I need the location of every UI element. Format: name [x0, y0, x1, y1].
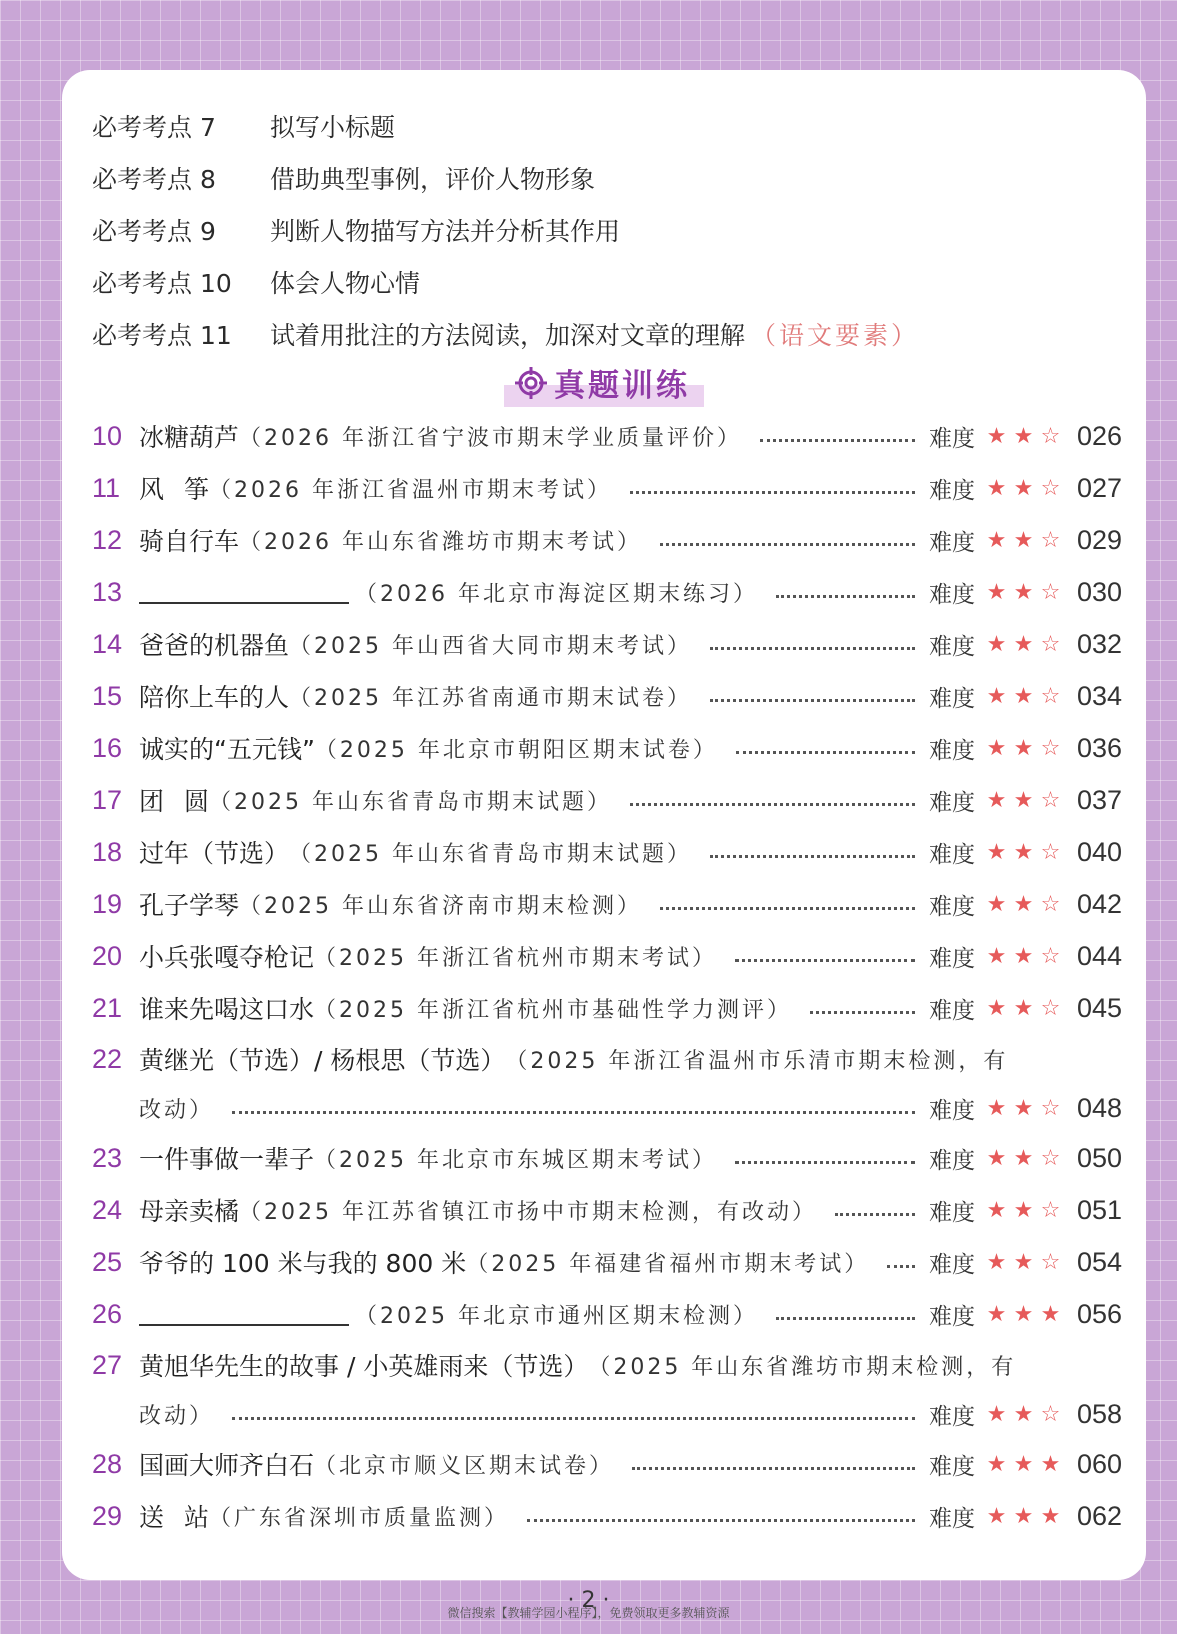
exercise-title: 团圆 — [139, 787, 230, 816]
star-outline-icon: ☆ — [1040, 943, 1061, 969]
exercise-title: 国画大师齐白石 — [139, 1451, 315, 1480]
leader-dots — [735, 959, 915, 962]
exercise-number: 20 — [92, 940, 123, 971]
star-outline-icon: ☆ — [1040, 891, 1061, 917]
leader-dots — [736, 751, 915, 754]
difficulty — [929, 576, 1064, 609]
leader-dots — [660, 907, 915, 910]
section-heading — [62, 358, 1146, 407]
star-filled-icon: ★ — [986, 787, 1007, 813]
exercise-source: （北京市顺义区期末试卷） — [314, 1453, 615, 1479]
difficulty-stars — [983, 944, 1064, 969]
difficulty-stars — [983, 788, 1064, 813]
difficulty-stars — [983, 840, 1064, 865]
difficulty-stars — [983, 892, 1064, 917]
difficulty-label: 难度 — [929, 1403, 975, 1430]
difficulty-label: 难度 — [929, 1097, 975, 1124]
exam-point-text: 拟写小标题 — [270, 113, 396, 142]
exam-point-label: 必考考点 9 — [92, 217, 216, 246]
difficulty-label: 难度 — [929, 997, 975, 1024]
leader-dots — [630, 491, 915, 494]
exercise-source: （2025 年浙江省温州市乐清市期末检测，有 — [505, 1048, 1009, 1074]
exercise-title: 诚实的“五元钱” — [139, 735, 315, 764]
page-ref: 037 — [1076, 784, 1122, 815]
difficulty — [929, 1142, 1064, 1175]
exercise-title: 谁来先喝这口水 — [139, 995, 315, 1024]
exercise-row[interactable] — [92, 1184, 1122, 1236]
exam-point-label: 必考考点 10 — [92, 269, 232, 298]
exercise-row-continued — [92, 1084, 1122, 1132]
difficulty-label: 难度 — [929, 633, 975, 660]
page-ref: 036 — [1076, 732, 1122, 763]
exercise-source: （2026 年北京市海淀区期末练习） — [355, 581, 758, 607]
star-outline-icon: ☆ — [1040, 1197, 1061, 1223]
difficulty-label: 难度 — [929, 1147, 975, 1174]
difficulty — [929, 680, 1064, 713]
exercise-row[interactable] — [92, 982, 1122, 1034]
star-filled-icon: ★ — [1013, 1451, 1034, 1477]
exercise-row[interactable] — [92, 826, 1122, 878]
exercise-source: （广东省深圳市质量监测） — [209, 1505, 510, 1531]
star-filled-icon: ★ — [1013, 527, 1034, 553]
leader-dots — [810, 1011, 915, 1014]
exercise-title: 黄继光（节选）/ 杨根思（节选） — [139, 1046, 506, 1075]
star-filled-icon: ★ — [1013, 943, 1034, 969]
leader-dots — [527, 1519, 915, 1522]
leader-dots — [887, 1265, 915, 1268]
exercise-row[interactable] — [92, 514, 1122, 566]
star-filled-icon: ★ — [1040, 1451, 1061, 1477]
leader-dots — [735, 1161, 915, 1164]
exercise-number: 13 — [92, 576, 123, 607]
difficulty-label: 难度 — [929, 1199, 975, 1226]
star-outline-icon: ☆ — [1040, 1145, 1061, 1171]
star-filled-icon: ★ — [986, 1095, 1007, 1121]
star-outline-icon: ☆ — [1040, 579, 1061, 605]
page-ref: 029 — [1076, 524, 1122, 555]
exercise-number: 19 — [92, 888, 123, 919]
difficulty-label: 难度 — [929, 945, 975, 972]
exercise-title: 一件事做一辈子 — [139, 1145, 315, 1174]
difficulty-stars — [983, 476, 1064, 501]
difficulty-label: 难度 — [929, 425, 975, 452]
star-filled-icon: ★ — [1013, 475, 1034, 501]
page-ref: 026 — [1076, 420, 1122, 451]
difficulty — [929, 836, 1064, 869]
exercise-number: 16 — [92, 732, 123, 763]
star-filled-icon: ★ — [986, 527, 1007, 553]
page-ref: 042 — [1076, 888, 1122, 919]
exercise-row[interactable] — [92, 462, 1122, 514]
star-filled-icon: ★ — [1013, 423, 1034, 449]
star-filled-icon: ★ — [1040, 1301, 1061, 1327]
exercise-row[interactable] — [92, 618, 1122, 670]
star-filled-icon: ★ — [986, 891, 1007, 917]
exercise-row[interactable] — [92, 1438, 1122, 1490]
exercise-title: 爸爸的机器鱼 — [139, 631, 290, 660]
exercise-source: （2026 年山东省潍坊市期末考试） — [239, 529, 642, 555]
exam-point — [92, 152, 1122, 204]
exercise-number: 10 — [92, 420, 123, 451]
exercise-number: 15 — [92, 680, 123, 711]
star-filled-icon: ★ — [1013, 1095, 1034, 1121]
page-ref: 048 — [1076, 1092, 1122, 1123]
exercise-source: （2025 年北京市东城区期末考试） — [314, 1147, 717, 1173]
exercise-list — [92, 410, 1122, 1542]
exercise-title: 过年（节选） — [139, 839, 290, 868]
difficulty-label: 难度 — [929, 893, 975, 920]
difficulty-label: 难度 — [929, 529, 975, 556]
difficulty — [929, 1246, 1064, 1279]
exercise-row[interactable] — [92, 1132, 1122, 1184]
difficulty-stars — [983, 632, 1064, 657]
leader-dots — [710, 647, 915, 650]
star-filled-icon: ★ — [986, 423, 1007, 449]
difficulty-label: 难度 — [929, 1303, 975, 1330]
difficulty — [929, 1092, 1064, 1125]
difficulty — [929, 1500, 1064, 1533]
star-outline-icon: ☆ — [1040, 787, 1061, 813]
difficulty — [929, 784, 1064, 817]
page-ref: 058 — [1076, 1398, 1122, 1429]
exercise-source: （2025 年北京市朝阳区期末试卷） — [314, 737, 718, 763]
exercise-title: 送站 — [139, 1503, 230, 1532]
title-blank — [139, 1302, 349, 1326]
leader-dots — [776, 595, 915, 598]
page-ref: 034 — [1076, 680, 1122, 711]
star-filled-icon: ★ — [1013, 1249, 1034, 1275]
star-filled-icon: ★ — [1013, 1503, 1034, 1529]
leader-dots — [630, 803, 915, 806]
exercise-row[interactable] — [92, 566, 1122, 618]
star-filled-icon: ★ — [986, 1503, 1007, 1529]
difficulty — [929, 1298, 1064, 1331]
difficulty-stars — [983, 1302, 1064, 1327]
title-blank — [139, 580, 349, 604]
exercise-row[interactable] — [92, 410, 1122, 462]
exercise-row[interactable] — [92, 1236, 1122, 1288]
difficulty — [929, 628, 1064, 661]
page-number: · 2 · — [567, 1588, 610, 1613]
difficulty-label: 难度 — [929, 1505, 975, 1532]
section-title: 真题训练 — [554, 368, 690, 404]
difficulty-stars — [983, 424, 1064, 449]
page-ref: 060 — [1076, 1448, 1122, 1479]
exercise-number: 21 — [92, 992, 123, 1023]
target-icon — [514, 366, 548, 400]
exercise-row[interactable] — [92, 670, 1122, 722]
exercise-number: 11 — [92, 472, 121, 503]
exercise-row[interactable] — [92, 1340, 1122, 1390]
star-outline-icon: ☆ — [1040, 1249, 1061, 1275]
content-card — [62, 70, 1146, 1580]
star-filled-icon: ★ — [1013, 891, 1034, 917]
star-filled-icon: ★ — [986, 683, 1007, 709]
exercise-title: 母亲卖橘 — [139, 1197, 240, 1226]
leader-dots — [760, 439, 915, 442]
exercise-source: （2026 年浙江省温州市期末考试） — [209, 477, 612, 503]
star-filled-icon: ★ — [1040, 1503, 1061, 1529]
star-filled-icon: ★ — [1013, 683, 1034, 709]
page-ref: 051 — [1076, 1194, 1122, 1225]
leader-dots — [232, 1417, 915, 1420]
difficulty — [929, 524, 1064, 557]
star-filled-icon: ★ — [986, 631, 1007, 657]
star-outline-icon: ☆ — [1040, 631, 1061, 657]
star-filled-icon: ★ — [986, 1145, 1007, 1171]
star-filled-icon: ★ — [986, 1197, 1007, 1223]
exercise-row-continued — [92, 1390, 1122, 1438]
page-ref: 032 — [1076, 628, 1122, 659]
exercise-source: （2025 年江苏省镇江市扬中市期末检测，有改动） — [239, 1199, 817, 1225]
exercise-title: 风筝 — [139, 475, 230, 504]
star-filled-icon: ★ — [1013, 1197, 1034, 1223]
difficulty-stars — [983, 684, 1064, 709]
exam-point-text: 判断人物描写方法并分析其作用 — [270, 217, 621, 246]
difficulty-stars — [983, 1402, 1064, 1427]
exam-point-label: 必考考点 11 — [92, 321, 232, 350]
exercise-title: 黄旭华先生的故事 / 小英雄雨来（节选） — [139, 1352, 589, 1381]
leader-dots — [710, 855, 915, 858]
star-outline-icon: ☆ — [1040, 683, 1061, 709]
exercise-row[interactable] — [92, 722, 1122, 774]
difficulty-stars — [983, 528, 1064, 553]
difficulty-stars — [983, 996, 1064, 1021]
exam-point — [92, 100, 1122, 152]
page-ref: 062 — [1076, 1500, 1122, 1531]
exercise-source: （2025 年浙江省杭州市期末考试） — [314, 945, 717, 971]
exercise-title: 孔子学琴 — [139, 891, 240, 920]
difficulty — [929, 420, 1064, 453]
difficulty-stars — [983, 1504, 1064, 1529]
exercise-title: 小兵张嘎夺枪记 — [139, 943, 315, 972]
exercise-number: 29 — [92, 1500, 123, 1531]
difficulty — [929, 940, 1064, 973]
star-outline-icon: ☆ — [1040, 527, 1061, 553]
star-outline-icon: ☆ — [1040, 1095, 1061, 1121]
exercise-source-continued: 改动） — [139, 1097, 215, 1123]
exercise-row[interactable] — [92, 1288, 1122, 1340]
exercise-number: 14 — [92, 628, 123, 659]
exam-point-label: 必考考点 8 — [92, 165, 216, 194]
difficulty-stars — [983, 1096, 1064, 1121]
exercise-title: 冰糖葫芦 — [139, 423, 240, 452]
leader-dots — [660, 543, 915, 546]
star-filled-icon: ★ — [986, 1249, 1007, 1275]
star-filled-icon: ★ — [986, 943, 1007, 969]
exercise-source: （2026 年浙江省宁波市期末学业质量评价） — [239, 425, 742, 451]
difficulty — [929, 1398, 1064, 1431]
star-filled-icon: ★ — [986, 1301, 1007, 1327]
difficulty-label: 难度 — [929, 737, 975, 764]
exam-point — [92, 308, 1122, 360]
exercise-source-continued: 改动） — [139, 1403, 215, 1429]
star-outline-icon: ☆ — [1040, 839, 1061, 865]
exercise-number: 23 — [92, 1142, 123, 1173]
exercise-row[interactable] — [92, 774, 1122, 826]
exam-point-note: （语文要素） — [751, 321, 920, 350]
exercise-number: 25 — [92, 1246, 123, 1277]
exercise-source: （2025 年江苏省南通市期末试卷） — [289, 685, 692, 711]
difficulty-label: 难度 — [929, 841, 975, 868]
difficulty-stars — [983, 580, 1064, 605]
star-outline-icon: ☆ — [1040, 1401, 1061, 1427]
exercise-number: 22 — [92, 1043, 123, 1074]
difficulty-label: 难度 — [929, 789, 975, 816]
star-filled-icon: ★ — [1013, 995, 1034, 1021]
exercise-title: 爷爷的 100 米与我的 800 米 — [139, 1249, 467, 1278]
difficulty-label: 难度 — [929, 1453, 975, 1480]
exercise-source: （2025 年山东省济南市期末检测） — [239, 893, 642, 919]
leader-dots — [710, 699, 915, 702]
star-filled-icon: ★ — [1013, 1301, 1034, 1327]
star-filled-icon: ★ — [986, 1401, 1007, 1427]
footnote: 微信搜索【教辅学园小程序】，免费领取更多教辅资源 — [447, 1606, 730, 1620]
exam-point-text: 体会人物心情 — [270, 269, 421, 298]
star-filled-icon: ★ — [986, 995, 1007, 1021]
page-ref: 045 — [1076, 992, 1122, 1023]
page-ref: 040 — [1076, 836, 1122, 867]
exercise-row[interactable] — [92, 878, 1122, 930]
star-outline-icon: ☆ — [1040, 475, 1061, 501]
star-filled-icon: ★ — [1013, 1401, 1034, 1427]
leader-dots — [632, 1467, 915, 1470]
exercise-number: 18 — [92, 836, 123, 867]
exercise-source: （2025 年北京市通州区期末检测） — [355, 1303, 758, 1329]
difficulty-label: 难度 — [929, 685, 975, 712]
exercise-row[interactable] — [92, 930, 1122, 982]
exercise-number: 12 — [92, 524, 123, 555]
star-filled-icon: ★ — [1013, 839, 1034, 865]
exam-point-text: 借助典型事例，评价人物形象 — [270, 165, 596, 194]
difficulty-stars — [983, 1250, 1064, 1275]
exercise-number: 26 — [92, 1298, 123, 1329]
exercise-number: 27 — [92, 1349, 123, 1380]
exam-points-list — [92, 100, 1122, 360]
page-ref: 054 — [1076, 1246, 1122, 1277]
leader-dots — [776, 1317, 915, 1320]
difficulty — [929, 472, 1064, 505]
difficulty — [929, 1194, 1064, 1227]
exam-point-label: 必考考点 7 — [92, 113, 216, 142]
difficulty-label: 难度 — [929, 477, 975, 504]
leader-dots — [835, 1213, 915, 1216]
star-outline-icon: ☆ — [1040, 995, 1061, 1021]
star-outline-icon: ☆ — [1040, 735, 1061, 761]
exercise-row[interactable] — [92, 1034, 1122, 1084]
star-filled-icon: ★ — [1013, 631, 1034, 657]
difficulty-label: 难度 — [929, 581, 975, 608]
star-filled-icon: ★ — [1013, 735, 1034, 761]
exercise-source: （2025 年山东省潍坊市期末检测，有 — [588, 1354, 1017, 1380]
exercise-source: （2025 年山东省青岛市期末试题） — [209, 789, 612, 815]
exercise-source: （2025 年福建省福州市期末考试） — [466, 1251, 870, 1277]
difficulty — [929, 732, 1064, 765]
page-ref: 050 — [1076, 1142, 1122, 1173]
difficulty-stars — [983, 1146, 1064, 1171]
exercise-number: 24 — [92, 1194, 123, 1225]
star-filled-icon: ★ — [986, 735, 1007, 761]
exercise-row[interactable] — [92, 1490, 1122, 1542]
exam-point — [92, 204, 1122, 256]
difficulty — [929, 1448, 1064, 1481]
exam-point-text: 试着用批注的方法阅读，加深对文章的理解 — [270, 321, 746, 350]
exercise-title: 陪你上车的人 — [139, 683, 290, 712]
difficulty-stars — [983, 1452, 1064, 1477]
star-filled-icon: ★ — [1013, 1145, 1034, 1171]
exercise-source: （2025 年山东省青岛市期末试题） — [289, 841, 692, 867]
difficulty — [929, 992, 1064, 1025]
exercise-source: （2025 年浙江省杭州市基础性学力测评） — [314, 997, 792, 1023]
exercise-source: （2025 年山西省大同市期末考试） — [289, 633, 692, 659]
exercise-number: 28 — [92, 1448, 123, 1479]
exam-point — [92, 256, 1122, 308]
exercise-title: 骑自行车 — [139, 527, 240, 556]
star-filled-icon: ★ — [986, 475, 1007, 501]
star-filled-icon: ★ — [986, 1451, 1007, 1477]
star-filled-icon: ★ — [986, 839, 1007, 865]
difficulty-stars — [983, 736, 1064, 761]
star-outline-icon: ☆ — [1040, 423, 1061, 449]
star-filled-icon: ★ — [1013, 579, 1034, 605]
page-ref: 044 — [1076, 940, 1122, 971]
page-ref: 056 — [1076, 1298, 1122, 1329]
page-ref: 027 — [1076, 472, 1122, 503]
difficulty-label: 难度 — [929, 1251, 975, 1278]
leader-dots — [232, 1111, 915, 1114]
exercise-number: 17 — [92, 784, 123, 815]
difficulty — [929, 888, 1064, 921]
page-ref: 030 — [1076, 576, 1122, 607]
star-filled-icon: ★ — [986, 579, 1007, 605]
star-filled-icon: ★ — [1013, 787, 1034, 813]
difficulty-stars — [983, 1198, 1064, 1223]
